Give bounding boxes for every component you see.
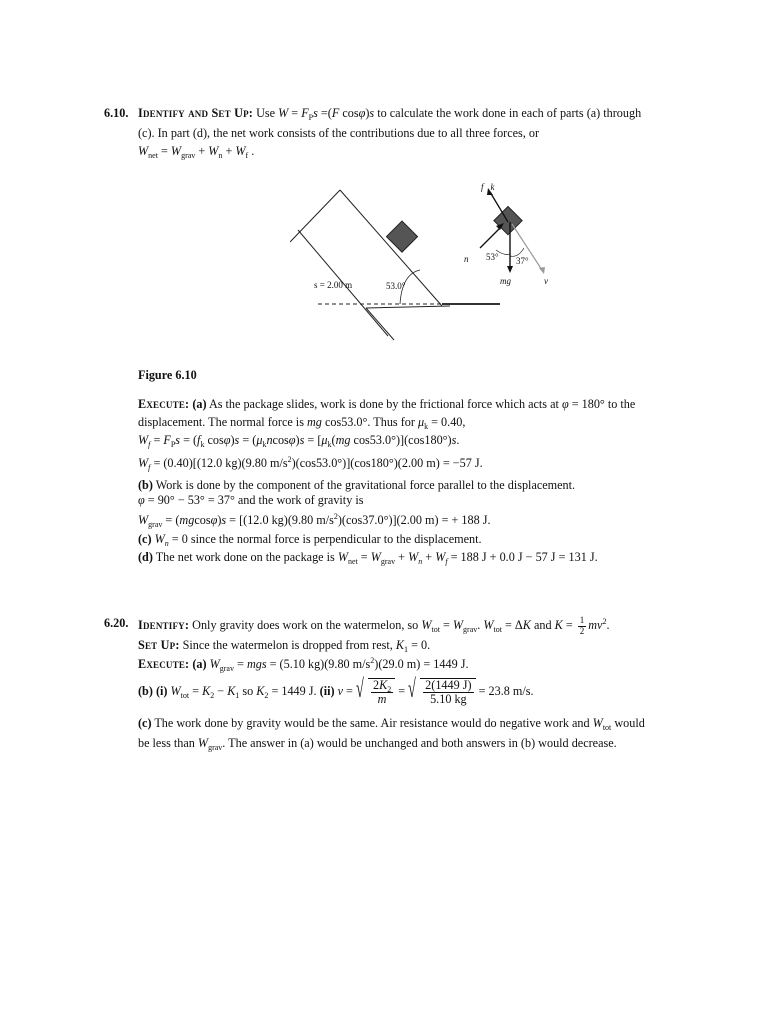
velocity-arrowhead xyxy=(539,267,545,274)
part-b-label-6-20: (b) (i) xyxy=(138,684,168,699)
setup-line-6-20 xyxy=(138,638,430,653)
wtot-wgrav: $W_{tot} = W_{grav}$. xyxy=(421,618,481,635)
weight-arrowhead xyxy=(507,266,513,273)
angle-53-label: 53° xyxy=(486,252,499,262)
part-a-line2-b: Thus for xyxy=(373,415,415,429)
work-formula: $W = F_Ps =(F$ cosφ)s xyxy=(278,106,375,122)
identify-line-6-10 xyxy=(138,106,641,121)
and-word: and xyxy=(533,618,552,633)
part-b-line2: and the work of gravity is xyxy=(237,493,364,507)
gravity-work-6-20: $W_{grav}$ = mgs = (5.10 kg)(9.80 $m/s^2)(29.0$ m) = 1449 J. xyxy=(209,656,469,673)
part-a-line2: displacement. The normal force is xyxy=(138,415,304,429)
problem-number-6-20: 6.20. xyxy=(104,616,129,630)
part-c-line-1-6-20 xyxy=(138,716,645,731)
part-d-label: (d) xyxy=(138,550,153,564)
part-d-text: The net work done on the package is xyxy=(155,550,335,564)
part-a-label-6-20: (a) xyxy=(192,657,207,671)
part-c-text-1: The work done by gravity would be the same. Air resistance would do negative work and xyxy=(154,716,590,730)
k2-value: $K_2 = 1449$ J. xyxy=(256,684,317,701)
mg-label: mg⃗ xyxy=(500,276,518,286)
incline-lower-edge xyxy=(366,308,394,340)
wn-zero: $W_n = 0$ xyxy=(154,532,188,548)
part-c-text: since the normal force is perpendicular to the displacement. xyxy=(190,532,482,546)
setup-heading-6-20: Set Up: xyxy=(138,638,180,652)
part-c-text-2a: be less than xyxy=(138,736,195,750)
part-b-label: (b) xyxy=(138,478,153,492)
free-body-diagram xyxy=(464,182,555,286)
identify-line-2: (c). In part (d), the net work consists of the contributions due to all three forces, or xyxy=(138,126,540,140)
identify-text-2: to calculate the work done in each of parts (a) through xyxy=(377,106,642,120)
kinetic-energy-formula: K = $\frac{1}{2}$ $mv^2$. xyxy=(554,615,610,636)
normal-force-expr: mg cos53.0°. xyxy=(307,415,371,429)
part-b-line-2 xyxy=(138,493,363,508)
identify-heading-6-20: Identify: xyxy=(138,618,190,633)
mu-k-value: $\mu_k = 0.40$, xyxy=(417,415,466,431)
fk-label: f⃗k xyxy=(481,182,495,192)
problem-number-6-10: 6.10. xyxy=(104,106,129,120)
execute-heading: Execute: xyxy=(138,397,190,411)
execute-a-line-1 xyxy=(138,397,635,412)
part-d-line xyxy=(138,550,598,565)
execute-heading-6-20: Execute: xyxy=(138,657,190,671)
identify-heading: Identify and Set Up: xyxy=(138,106,254,120)
identify-text-1: Use xyxy=(256,106,276,120)
so-word: so xyxy=(242,684,254,699)
friction-work-value: $W_f = (0.40)[(12.0$ kg)(9.80 $m/s^2)(\cos 53.0^\circ)](\cos 180^\circ)(2.00$ m) = −57 J. xyxy=(138,455,483,472)
phi-180: φ = 180° xyxy=(561,397,605,411)
distance-label: s = 2.00 m xyxy=(314,280,353,290)
setup-text-6-20: Since the watermelon is dropped from rest, xyxy=(182,638,393,652)
net-work-formula: $W_{net} = W_{grav} + W_n + W_f$ . xyxy=(138,144,255,160)
incline-base xyxy=(366,306,450,308)
incline-diagram xyxy=(290,178,570,348)
part-c-text-1b: would xyxy=(614,716,645,730)
part-b-line-1 xyxy=(138,478,575,493)
angle-37-label: 37° xyxy=(516,256,529,266)
part-c-text-2b: . The answer in (a) would be unchanged and both answers in (b) would decrease. xyxy=(222,736,617,750)
part-b-line-6-20 xyxy=(138,674,534,707)
identify-line-6-20 xyxy=(138,616,610,637)
execute-a-line-2 xyxy=(138,415,465,430)
incline-angle-label: 53.0° xyxy=(386,281,406,291)
part-c-line xyxy=(138,532,482,547)
part-c-line-2-6-20 xyxy=(138,736,617,751)
part-a-text-1: As the package slides, work is done by the frictional force which acts at xyxy=(208,397,559,411)
work-energy: $W_{tot} = \Delta K$ xyxy=(483,618,531,635)
net-work-value: $W_{net} = W_{grav} + W_n + W_f = 188$ J + 0.0 J − 57 J = 131 J. xyxy=(337,550,598,566)
normal-arrow xyxy=(480,226,502,248)
phi-37: φ = 90° − 53° = 37° xyxy=(138,493,235,507)
part-c-label-6-20: (c) xyxy=(138,716,152,730)
part-a-label: (a) xyxy=(192,397,207,411)
wgrav-symbol: $W_{grav}$ xyxy=(197,736,223,752)
execute-line-6-20 xyxy=(138,657,469,672)
identify-text-6-20: Only gravity does work on the watermelon, so xyxy=(192,618,419,633)
part-b-text: Work is done by the component of the gravitational force parallel to the displacement. xyxy=(155,478,576,492)
gravity-work-formula: $W_{grav} = (mgcos\varphi)s = [(12.0$ kg)(9.80 $m/s^2)(\cos 37.0^\circ)](2.00$ m) = + 188 J. xyxy=(138,512,491,529)
n-label: n⃗ xyxy=(464,254,476,264)
k1-zero: $K_1 = 0$. xyxy=(395,638,431,654)
part-b-ii-label: (ii) xyxy=(319,684,335,699)
part-c-label: (c) xyxy=(138,532,152,546)
friction-work-formula: $W_f = F_Ps = (f_k$ $\cos\varphi)s = (\mu_kncos\varphi)s = [\mu_k(mg$ cos53.0°)](cos180°)s. xyxy=(138,433,460,449)
wtot-k2-k1: $W_{tot} = K_2 - K_1$ xyxy=(170,684,240,701)
v-label: v⃗ xyxy=(544,276,555,286)
wtot-symbol: $W_{tot}$ xyxy=(592,716,612,732)
figure-caption: Figure 6.10 xyxy=(138,368,197,382)
incline-top-edge xyxy=(290,190,340,242)
velocity-formula: v = √ $\frac{2K_2}{m}$ = √ $\frac{2(1449 J)}{5.10 kg}$ = 23.8 m/s. xyxy=(337,674,534,707)
part-a-text-2: to the xyxy=(607,397,636,411)
